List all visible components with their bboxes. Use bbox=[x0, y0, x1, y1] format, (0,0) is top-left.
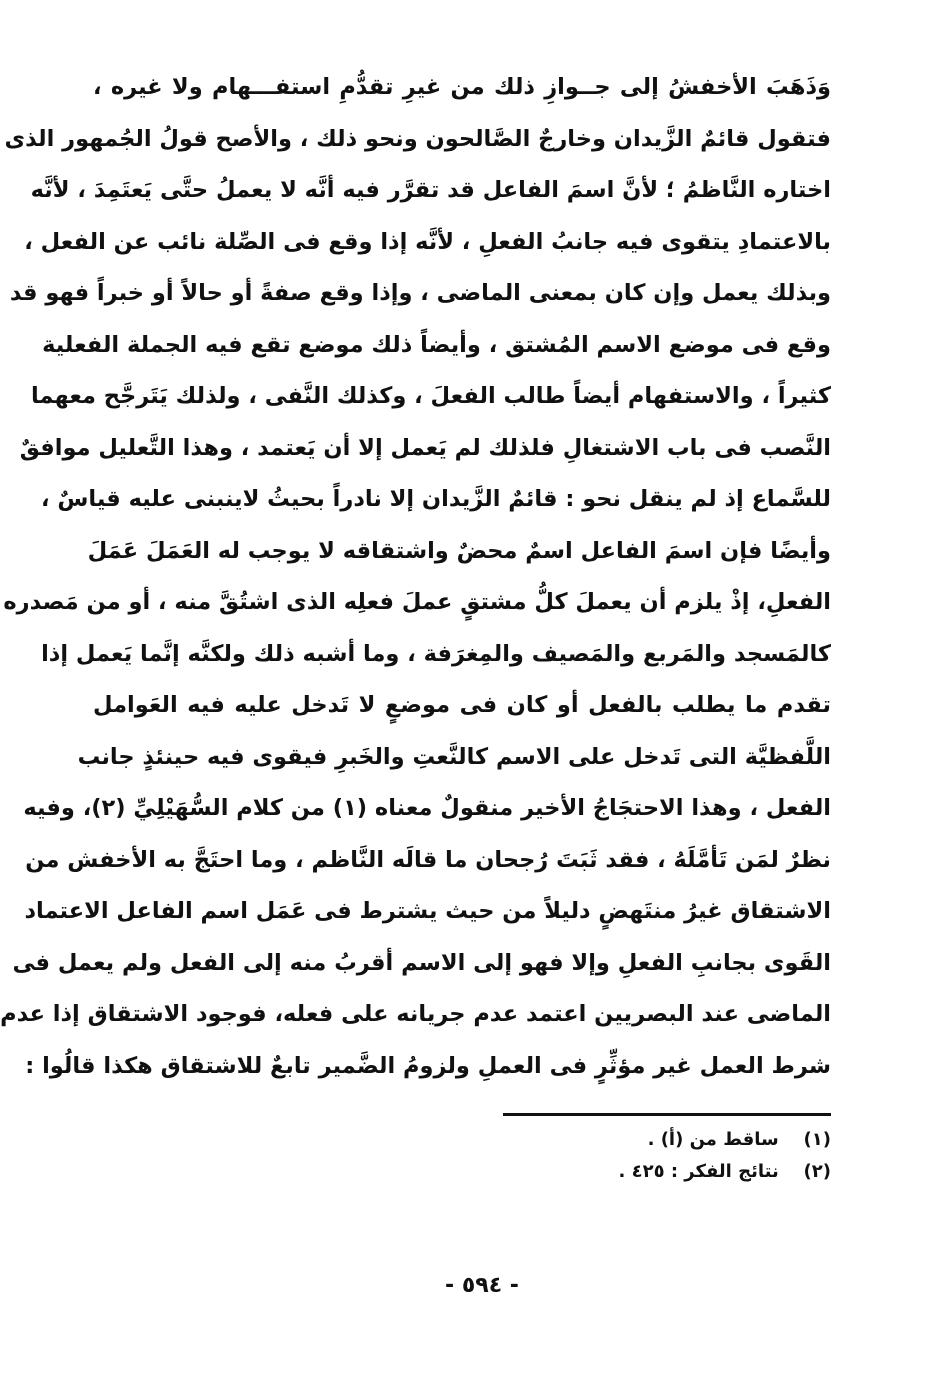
footnote-text: نتائج الفكر : ٤٢٥ . bbox=[618, 1161, 779, 1182]
text-line: القَوى بجانبِ الفعلِ وإلا فهو إلى الاسم أقربُ منه إلى الفعل ولم يعمل فى bbox=[12, 949, 831, 976]
text-line: وَذَهَبَ الأخفشُ إلى جــوازِ ذلك من غيرِ تقدُّمِ استفـــهام ولا غيره ، bbox=[93, 74, 831, 100]
footnote-number: (٢) bbox=[803, 1161, 831, 1182]
text-line: الفعلِ، إذْ يلزم أن يعملَ كلُّ مشتقٍ عملَ فعلِه الذى اشتُقَّ منه ، أو من مَصدره bbox=[3, 589, 831, 615]
footnote-number: (١) bbox=[803, 1129, 831, 1150]
text-line: كثيراً ، والاستفهام أيضاً طالب الفعلَ ، وكذلك النَّفى ، ولذلك يَتَرجَّح معهما bbox=[30, 383, 831, 409]
text-line: وقع فى موضع الاسم المُشتق ، وأيضاً ذلك موضع تقع فيه الجملة الفعلية bbox=[42, 331, 831, 358]
footnote bbox=[431, 1124, 831, 1156]
text-line: نظرٌ لمَن تَأمَّلَهُ ، فقد ثَبَتَ رُجحان ما قالَه النَّاظم ، وما احتَجَّ به الأخفش من bbox=[25, 846, 831, 873]
text-line: الفعل ، وهذا الاحتجَاجُ الأخير منقولٌ معناه (١) من كلام السُّهَيْلِيِّ (٢)، وفيه bbox=[23, 795, 831, 821]
text-line: وبذلك يعمل وإن كان بمعنى الماضى ، وإذا وقع صفةً أو حالاً أو خبراً فهو قد bbox=[9, 280, 831, 306]
text-line: اختاره النَّاظمُ ؛ لأنَّ اسمَ الفاعل قد تقرَّر فيه أنَّه لا يعملُ حتَّى يَعتَمِدَ ، لأنَّه bbox=[30, 177, 831, 203]
text-line: الماضى عند البصريين اعتمد عدم جريانه على فعله، فوجود الاشتقاق إذا عدم bbox=[0, 1001, 831, 1027]
text-line: وأيضًا فإن اسمَ الفاعل اسمٌ محضٌ واشتقاقه لا يوجب له العَمَلَ عَمَلَ bbox=[87, 537, 831, 564]
footnote-text: ساقط من (أ) . bbox=[647, 1129, 779, 1150]
page-number: - ٥٩٤ - bbox=[445, 1273, 519, 1298]
text-line: فتقول قائمٌ الزَّيدان وخارجٌ الصَّالحون ونحو ذلك ، والأصح قولُ الجُمهور الذى bbox=[4, 125, 831, 152]
text-line: اللَّفظيَّة التى تَدخل على الاسم كالنَّعتِ والخَبرِ فيقوى فيه حينئذٍ جانب bbox=[77, 743, 831, 770]
text-line: النَّصب فى باب الاشتغالِ فلذلك لم يَعمل إلا أن يَعتمد ، وهذا التَّعليل موافقٌ bbox=[19, 434, 831, 461]
text-line: الاشتقاق غيرُ منتَهضٍ دليلاً من حيث يشترط فى عَمَل اسم الفاعل الاعتماد bbox=[24, 898, 831, 924]
text-line: كالمَسجد والمَربع والمَصيف والمِغرَفة ، وما أشبه ذلك ولكنَّه إنَّما يَعمل إذا bbox=[41, 640, 831, 667]
text-line: للسَّماع إذ لم ينقل نحو : قائمٌ الزَّيدان إلا نادراً بحيثُ لاينبنى عليه قياسٌ ، bbox=[40, 486, 831, 512]
text-line: شرط العمل غير مؤثِّرٍ فى العملِ ولزومُ الضَّمير تابعٌ للاشتقاق هكذا قالُوا : bbox=[25, 1052, 831, 1079]
text-line: تقدم ما يطلب بالفعل أو كان فى موضعٍ لا تَدخل عليه فيه العَوامل bbox=[93, 692, 831, 718]
main-text bbox=[0, 62, 831, 1092]
footnote-separator bbox=[503, 1113, 831, 1116]
text-line: بالاعتمادِ يتقوى فيه جانبُ الفعلِ ، لأنَّه إذا وقع فى الصِّلة نائب عن الفعل ، bbox=[24, 228, 831, 255]
footnotes bbox=[431, 1124, 831, 1188]
footnote bbox=[431, 1156, 831, 1188]
